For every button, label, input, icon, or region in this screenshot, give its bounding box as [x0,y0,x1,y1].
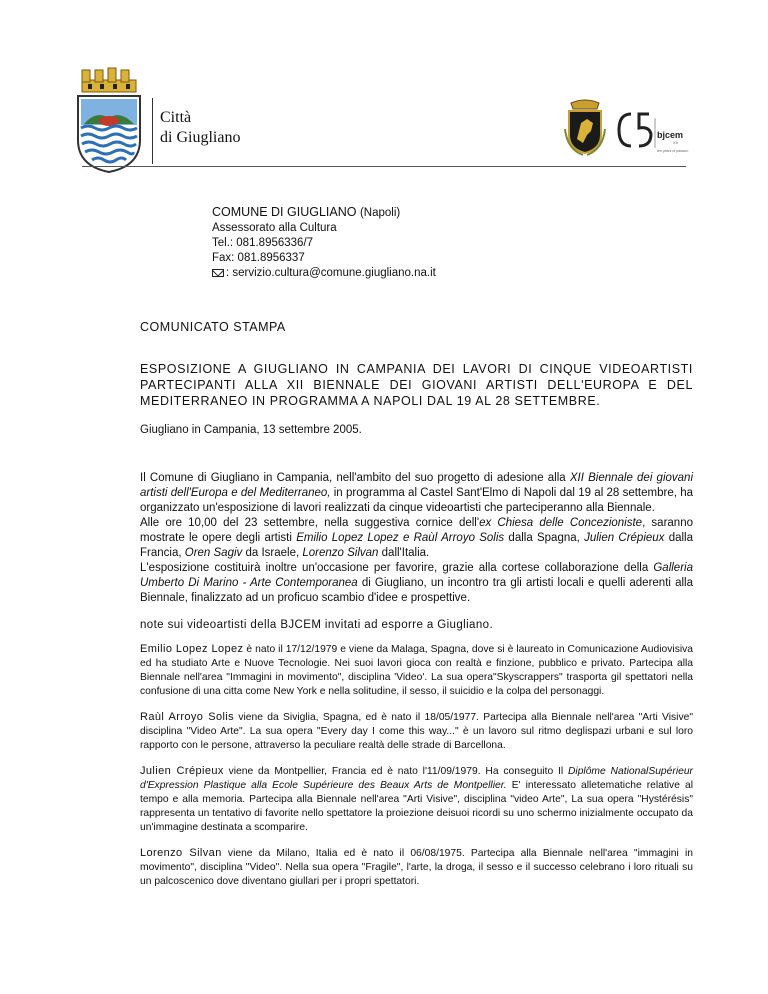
artist-name: Lorenzo Silvan [140,847,222,859]
contact-org-line [212,205,592,221]
city-name-line1: Città [160,109,192,126]
artist-note [140,764,693,835]
city-crest-logo [76,66,142,174]
artist-note [140,846,693,889]
city-name-line2: di Giugliano [160,129,241,146]
email[interactable]: : servizio.cultura@comune.giugliano.na.it [226,267,436,279]
intro-p1-text: Il Comune di Giugliano in Campania, nell'ambito del suo progetto di adesione alla [140,472,570,484]
tel: Tel.: 081.8956336/7 [212,237,314,249]
header-divider-vertical [152,98,153,164]
artist-name: Julien Crépieux [140,765,224,777]
artist-note [140,642,693,699]
intro-paragraph-2 [140,516,693,561]
artist-note [140,710,693,753]
intro-p2-italic-5: Lorenzo Silvan [302,547,379,559]
intro-p3-italic: Galleria Umberto Di Marino - Arte Contemporanea [140,562,693,589]
fax: Fax: 081.8956337 [212,252,305,264]
header-divider [82,166,686,167]
intro-p2-text-2: , saranno mostrate le opere degli artisti [140,517,693,544]
province-crest-logo [563,99,607,157]
notes-title: note sui videoartisti della BJCEM invitati ad esporre a Giugliano. [140,619,494,631]
press-release-body [140,320,693,900]
intro-text [140,471,693,606]
intro-p2-text-4: dalla Francia, [140,532,693,559]
intro-p2-text: Alle ore 10,00 del 23 settembre, nella suggestiva cornice dell' [140,517,480,529]
intro-paragraph-1 [140,471,693,516]
org-region: (Napoli) [359,207,401,219]
press-release-label: COMUNICATO STAMPA [140,320,286,334]
artist-text-2: E' interessato alletematiche relative al tempo e alla memoria. Partecipa alla Biennale nell'area "Arti Visive", disciplina "video Arte", La sua opera "Hystérésis" rappresenta un tentativo di favorite nello spettatore la proiezione deisuoi ricordi su uno schermo inizialmente occupato da un'immagine destinata a scomparire. [140,780,693,833]
intro-p1-text-2: in programma al Castel Sant'Elmo di Napoli dal 19 al 28 settembre, ha organizzato un'esposizione di lavori realizzati da cinque videoartisti che parteciperanno alla Biennale. [140,487,693,514]
intro-p2-italic-3: Julien Crépieux [584,532,665,544]
intro-p2-italic-4: Oren Sagiv [184,547,243,559]
intro-p2-italic-1: ex Chiesa delle Concezioniste [479,517,643,529]
artist-text: viene da Montpellier, Francia ed è nato l'11/09/1979. Ha conseguito Il [223,766,568,777]
mail-icon [212,269,224,277]
intro-p2-text-3: dalla Spagna, [504,532,585,544]
artist-text-italic: Diplôme NationalSupérieur d'Expression Plastique alla Ecole Supérieure des Beaux Arts de Montpellier. [140,766,693,791]
bjcem-logo [617,104,697,156]
headline: ESPOSIZIONE A GIUGLIANO IN CAMPANIA DEI LAVORI DI CINQUE VIDEOARTISTI PARTECIPANTI ALLA XII BIENNALE DEI GIOVANI ARTISTI DELL'EUROPA E DEL MEDITERRANEO IN PROGRAMMA A NAPOLI DAL 19 AL 28 SETTEMBRE. [140,362,693,408]
crown-icon [82,68,136,92]
svg-text:bjcem: bjcem [657,130,684,140]
artist-text: viene da Milano, Italia ed è nato il 06/08/1975. Partecipa alla Biennale nell'area "immagini in movimento", disciplina "Video". Nella sua opera "Fragile", l'arte, la droga, il sesso e il successo celebrano i loro rituali su un palcoscenico dove diventano giullari per i propri spettatori. [140,848,693,887]
org-name: COMUNE DI GIUGLIANO [212,205,357,219]
email-line [212,266,592,281]
place-date: Giugliano in Campania, 13 settembre 2005. [140,424,362,436]
artist-text: è nato il 17/12/1979 e viene da Malaga, Spagna, dove si è laureato in Comunicazione Audiovisiva ed ha studiato Arte e Nuove Tecnologie. Nei suoi lavori gioca con realtà e finzione, pubblico e privato. Partecipa alla Biennale nell'area "Immagini in movimento", disciplina 'Video'. La sua opera"Skyscrappers" trasporta gil spettatori nella confusione di una citta come New York e nella solitudine, il sesso, il suicidio e la colpa del personaggi. [140,644,693,697]
intro-p2-text-6: dall'Italia. [378,547,430,559]
intro-p2-text-5: da Israele, [242,547,303,559]
intro-p2-italic-2: Emilio Lopez Lopez e Raùl Arroyo Solis [296,532,505,544]
svg-text:ten years of passion: ten years of passion [657,149,689,153]
artist-name: Emilio Lopez Lopez [140,643,244,655]
intro-p1-italic: XII Biennale dei giovani artisti dell'Europa e del Mediterraneo, [140,472,693,499]
contact-block [212,205,592,281]
svg-text:XII: XII [673,140,678,145]
department: Assessorato alla Cultura [212,222,337,234]
artist-name: Raùl Arroyo Solis [140,711,235,723]
intro-paragraph-3 [140,561,693,606]
artist-text: viene da Siviglia, Spagna, ed è nato il 18/05/1977. Partecipa alla Biennale nell'area "Arti Visive" disciplina "Video Arte". La sua opera "Every day I come this way..." è un lavoro sul ritmo deglispazi urbani e sul loro rapporto con le persone, attraverso la peculiare realtà delle strade di Barcellona. [140,712,693,751]
city-name [160,108,240,148]
intro-p3-text: L'esposizione costituirà inoltre un'occasione per favorire, grazie alla cortese collaborazione della [140,562,654,574]
intro-p3-text-2: di Giugliano, un incontro tra gli artisti locali e quelli aderenti alla Biennale, finalizzato ad un proficuo scambio d'idee e prospettive. [140,577,693,604]
